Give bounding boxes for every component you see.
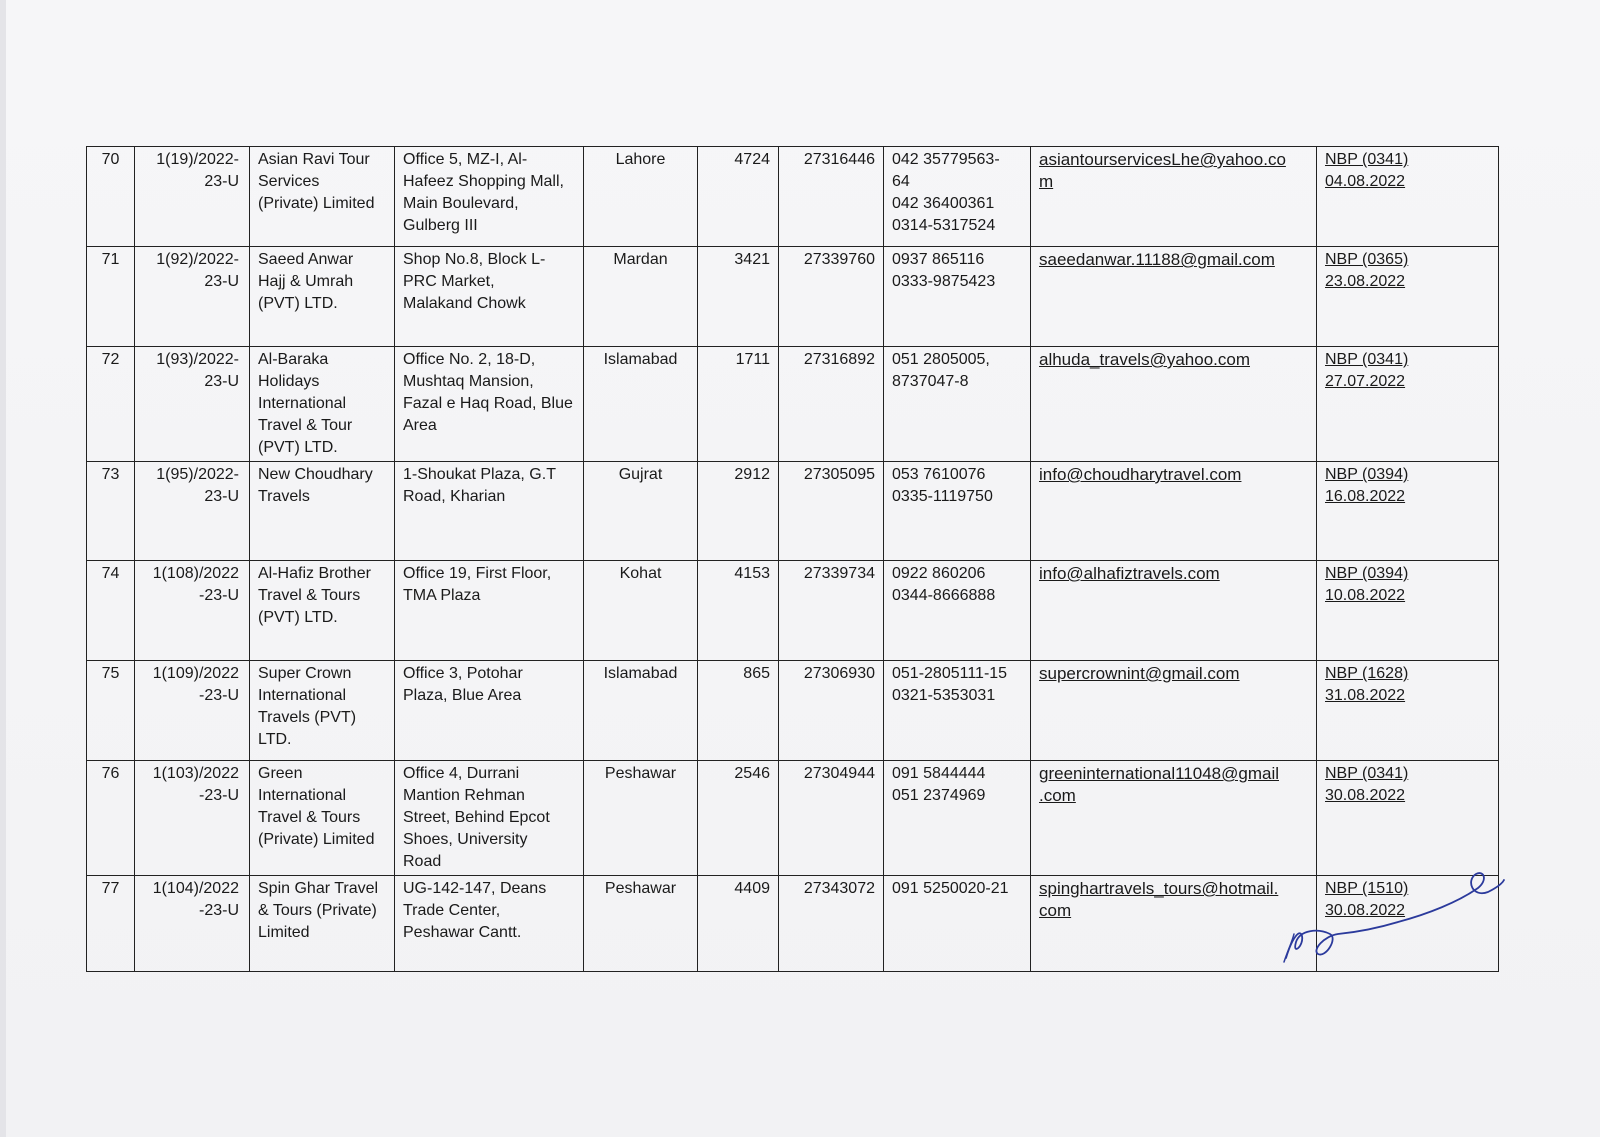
ntn-text: 27316892: [803, 351, 875, 368]
agency-name-text: (PVT) LTD.: [258, 439, 338, 456]
license-number-cell: [698, 247, 779, 347]
email-text: info@alhafiztravels.com: [1039, 564, 1220, 583]
email-text: spinghartravels_tours@hotmail.: [1039, 879, 1279, 898]
license-number-text: 3421: [734, 251, 770, 268]
license-number-cell: [698, 761, 779, 876]
agency-name-text: Spin Ghar Travel: [258, 880, 379, 897]
license-number-cell: [698, 347, 779, 462]
phone-text: 64: [892, 173, 910, 190]
ntn-cell: [779, 761, 884, 876]
phone-text: 051 2805005,: [892, 351, 990, 368]
email-cell: [1031, 561, 1317, 661]
file-number-text: 1(104)/2022: [152, 880, 239, 897]
email-text: asiantourservicesLhe@yahoo.co: [1039, 150, 1286, 169]
bank-deposit-text: NBP (0365): [1325, 251, 1409, 268]
bank-deposit-cell: [1317, 347, 1499, 462]
phone-cell: [884, 247, 1031, 347]
bank-deposit-text: 23.08.2022: [1325, 273, 1406, 290]
phone-text: 0922 860206: [892, 565, 986, 582]
phone-text: 053 7610076: [892, 466, 986, 483]
agency-name-text: International: [258, 687, 347, 704]
email-text: .com: [1039, 786, 1076, 805]
phone-cell: [884, 876, 1031, 972]
phone-cell: [884, 347, 1031, 462]
file-number-text: 1(92)/2022-: [156, 251, 239, 268]
address-cell: [395, 147, 584, 247]
license-number-cell: [698, 561, 779, 661]
bank-deposit-cell: [1317, 462, 1499, 561]
email-text: m: [1039, 172, 1054, 191]
table-row: [87, 561, 1499, 661]
bank-deposit-text: 30.08.2022: [1325, 787, 1406, 804]
agency-name-text: Travel & Tour: [258, 417, 353, 434]
bank-deposit-text: 27.07.2022: [1325, 373, 1406, 390]
city-text: Gujrat: [618, 466, 663, 483]
phone-text: 0937 865116: [892, 251, 985, 268]
table-body: [87, 147, 1499, 972]
serial-number-text: 73: [101, 466, 120, 483]
address-text: Road: [403, 853, 442, 870]
address-cell: [395, 462, 584, 561]
agency-name-text: Travels: [258, 488, 310, 505]
bank-deposit-cell: [1317, 661, 1499, 761]
phone-text: 091 5844444: [892, 765, 986, 782]
email-cell: [1031, 462, 1317, 561]
file-number-text: 1(93)/2022-: [156, 351, 239, 368]
bank-deposit-cell: [1317, 247, 1499, 347]
agency-name-text: International: [258, 395, 347, 412]
license-number-text: 2546: [734, 765, 770, 782]
agency-name-text: (Private) Limited: [258, 831, 375, 848]
license-number-text: 1711: [735, 351, 770, 368]
city-text: Mardan: [613, 251, 668, 268]
bank-deposit-text: 04.08.2022: [1325, 173, 1406, 190]
agency-name-text: International: [258, 787, 347, 804]
file-number-text: 23-U: [204, 273, 239, 290]
agency-name-text: Hajj & Umrah: [258, 273, 354, 290]
address-text: Fazal e Haq Road, Blue: [403, 395, 573, 412]
file-number-cell: [135, 247, 250, 347]
serial-number-text: 77: [101, 880, 120, 897]
agency-name-text: (Private) Limited: [258, 195, 375, 212]
file-number-text: 23-U: [204, 373, 239, 390]
agency-name-text: Super Crown: [258, 665, 352, 682]
address-text: Shoes, University: [403, 831, 528, 848]
city-cell: [584, 876, 698, 972]
file-number-cell: [135, 147, 250, 247]
address-text: Mantion Rehman: [403, 787, 525, 804]
address-cell: [395, 347, 584, 462]
file-number-cell: [135, 561, 250, 661]
phone-cell: [884, 761, 1031, 876]
bank-deposit-text: NBP (0394): [1325, 565, 1409, 582]
agency-name-cell: [250, 147, 395, 247]
email-cell: [1031, 761, 1317, 876]
ntn-cell: [779, 347, 884, 462]
agency-name-cell: [250, 247, 395, 347]
ntn-text: 27306930: [803, 665, 875, 682]
address-text: Plaza, Blue Area: [403, 687, 522, 704]
file-number-text: 23-U: [204, 488, 239, 505]
file-number-text: -23-U: [198, 902, 239, 919]
agency-name-text: New Choudhary: [258, 466, 373, 483]
license-number-text: 4724: [734, 151, 770, 168]
ntn-text: 27339760: [803, 251, 875, 268]
phone-text: 0314-5317524: [892, 217, 996, 234]
phone-text: 091 5250020-21: [892, 880, 1009, 897]
email-text: alhuda_travels@yahoo.com: [1039, 350, 1250, 369]
license-number-cell: [698, 462, 779, 561]
table-row: [87, 347, 1499, 462]
email-cell: [1031, 347, 1317, 462]
phone-text: 0335-1119750: [892, 488, 993, 505]
address-text: Road, Kharian: [403, 488, 506, 505]
email-cell: [1031, 876, 1317, 972]
city-text: Peshawar: [604, 880, 677, 897]
file-number-cell: [135, 661, 250, 761]
email-text: com: [1039, 901, 1072, 920]
bank-deposit-cell: [1317, 561, 1499, 661]
city-text: Islamabad: [603, 351, 678, 368]
ntn-cell: [779, 462, 884, 561]
agency-name-text: Holidays: [258, 373, 320, 390]
bank-deposit-text: NBP (0394): [1325, 466, 1409, 483]
email-text: info@choudharytravel.com: [1039, 465, 1242, 484]
table-row: [87, 661, 1499, 761]
agency-name-cell: [250, 561, 395, 661]
table-row: [87, 147, 1499, 247]
agency-name-text: Travels (PVT): [258, 709, 357, 726]
city-text: Islamabad: [603, 665, 678, 682]
address-text: Office No. 2, 18-D,: [403, 351, 536, 368]
bank-deposit-text: NBP (0341): [1325, 351, 1409, 368]
ntn-text: 27339734: [803, 565, 875, 582]
address-text: Area: [403, 417, 437, 434]
ntn-text: 27305095: [803, 466, 875, 483]
bank-deposit-text: NBP (0341): [1325, 765, 1409, 782]
license-number-text: 2912: [734, 466, 770, 483]
phone-cell: [884, 661, 1031, 761]
address-text: Mushtaq Mansion,: [403, 373, 534, 390]
phone-text: 8737047-8: [892, 373, 969, 390]
serial-number-cell: [87, 876, 135, 972]
city-cell: [584, 247, 698, 347]
phone-text: 0333-9875423: [892, 273, 996, 290]
address-text: Peshawar Cantt.: [403, 924, 522, 941]
serial-number-cell: [87, 462, 135, 561]
address-text: Street, Behind Epcot: [403, 809, 550, 826]
phone-cell: [884, 147, 1031, 247]
file-number-text: 1(103)/2022: [152, 765, 239, 782]
license-number-cell: [698, 147, 779, 247]
address-text: UG-142-147, Deans: [403, 880, 547, 897]
agency-name-text: Saeed Anwar: [258, 251, 354, 268]
phone-cell: [884, 462, 1031, 561]
file-number-cell: [135, 876, 250, 972]
city-cell: [584, 561, 698, 661]
serial-number-cell: [87, 147, 135, 247]
file-number-cell: [135, 462, 250, 561]
ntn-text: 27343072: [803, 880, 875, 897]
address-text: Shop No.8, Block L-: [403, 251, 546, 268]
address-text: TMA Plaza: [403, 587, 481, 604]
address-text: Malakand Chowk: [403, 295, 526, 312]
agency-name-text: & Tours (Private): [258, 902, 377, 919]
agency-name-cell: [250, 876, 395, 972]
license-number-cell: [698, 661, 779, 761]
table-row: [87, 247, 1499, 347]
serial-number-text: 70: [101, 151, 120, 168]
address-text: Office 4, Durrani: [403, 765, 520, 782]
phone-text: 042 36400361: [892, 195, 995, 212]
email-text: saeedanwar.11188@gmail.com: [1039, 250, 1275, 269]
file-number-text: -23-U: [198, 587, 239, 604]
phone-text: 0321-5353031: [892, 687, 996, 704]
serial-number-text: 75: [101, 665, 120, 682]
agency-name-cell: [250, 347, 395, 462]
agency-name-text: Green: [258, 765, 303, 782]
city-cell: [584, 147, 698, 247]
email-text: supercrownint@gmail.com: [1039, 664, 1240, 683]
serial-number-text: 72: [101, 351, 120, 368]
bank-deposit-text: 31.08.2022: [1325, 687, 1406, 704]
ntn-text: 27304944: [803, 765, 875, 782]
table-row: [87, 462, 1499, 561]
agency-name-cell: [250, 661, 395, 761]
file-number-cell: [135, 347, 250, 462]
ntn-cell: [779, 661, 884, 761]
address-text: 1-Shoukat Plaza, G.T: [403, 466, 556, 483]
address-cell: [395, 561, 584, 661]
agency-name-text: (PVT) LTD.: [258, 295, 338, 312]
phone-cell: [884, 561, 1031, 661]
ntn-cell: [779, 561, 884, 661]
page-edge-shadow: [0, 0, 6, 1137]
agency-name-cell: [250, 462, 395, 561]
city-cell: [584, 661, 698, 761]
ntn-cell: [779, 876, 884, 972]
agency-name-text: LTD.: [258, 731, 292, 748]
bank-deposit-cell: [1317, 147, 1499, 247]
email-text: greeninternational11048@gmail: [1039, 764, 1279, 783]
bank-deposit-text: 10.08.2022: [1325, 587, 1406, 604]
license-number-text: 865: [743, 665, 770, 682]
file-number-text: 1(109)/2022: [152, 665, 239, 682]
agency-name-text: (PVT) LTD.: [258, 609, 338, 626]
city-cell: [584, 347, 698, 462]
address-text: Office 5, MZ-I, Al-: [403, 151, 528, 168]
agency-name-text: Services: [258, 173, 320, 190]
address-text: Office 3, Potohar: [403, 665, 523, 682]
serial-number-cell: [87, 347, 135, 462]
address-text: Office 19, First Floor,: [403, 565, 552, 582]
handwritten-signature-icon: [1278, 858, 1508, 968]
serial-number-text: 74: [101, 565, 120, 582]
file-number-text: 1(95)/2022-: [156, 466, 239, 483]
serial-number-cell: [87, 247, 135, 347]
city-text: Kohat: [619, 565, 662, 582]
file-number-text: 23-U: [204, 173, 239, 190]
file-number-text: 1(19)/2022-: [156, 151, 239, 168]
address-cell: [395, 247, 584, 347]
serial-number-text: 76: [101, 765, 120, 782]
address-cell: [395, 761, 584, 876]
bank-deposit-text: NBP (1510): [1325, 880, 1409, 897]
agency-name-text: Travel & Tours: [258, 809, 361, 826]
agency-name-text: Travel & Tours: [258, 587, 361, 604]
agency-name-cell: [250, 761, 395, 876]
license-number-text: 4409: [734, 880, 770, 897]
agency-name-text: Al-Hafiz Brother: [258, 565, 371, 582]
email-cell: [1031, 661, 1317, 761]
bank-deposit-text: 16.08.2022: [1325, 488, 1406, 505]
file-number-cell: [135, 761, 250, 876]
city-cell: [584, 761, 698, 876]
ntn-cell: [779, 247, 884, 347]
license-number-text: 4153: [734, 565, 770, 582]
agency-name-text: Asian Ravi Tour: [258, 151, 370, 168]
serial-number-text: 71: [101, 251, 120, 268]
bank-deposit-text: 30.08.2022: [1325, 902, 1406, 919]
address-text: Hafeez Shopping Mall,: [403, 173, 564, 190]
bank-deposit-text: NBP (0341): [1325, 151, 1409, 168]
agency-name-text: Al-Baraka: [258, 351, 329, 368]
ntn-text: 27316446: [803, 151, 875, 168]
email-cell: [1031, 247, 1317, 347]
serial-number-cell: [87, 661, 135, 761]
phone-text: 051 2374969: [892, 787, 986, 804]
city-cell: [584, 462, 698, 561]
phone-text: 042 35779563-: [892, 151, 1000, 168]
agency-name-text: Limited: [258, 924, 310, 941]
file-number-text: 1(108)/2022: [152, 565, 239, 582]
address-cell: [395, 876, 584, 972]
phone-text: 051-2805111-15: [892, 665, 1008, 682]
phone-text: 0344-8666888: [892, 587, 996, 604]
city-text: Peshawar: [604, 765, 677, 782]
agencies-table: [86, 146, 1499, 972]
file-number-text: -23-U: [198, 787, 239, 804]
city-text: Lahore: [615, 151, 666, 168]
serial-number-cell: [87, 761, 135, 876]
address-text: PRC Market,: [403, 273, 495, 290]
bank-deposit-text: NBP (1628): [1325, 665, 1409, 682]
address-text: Gulberg III: [403, 217, 478, 234]
email-cell: [1031, 147, 1317, 247]
ntn-cell: [779, 147, 884, 247]
license-number-cell: [698, 876, 779, 972]
file-number-text: -23-U: [198, 687, 239, 704]
serial-number-cell: [87, 561, 135, 661]
address-text: Trade Center,: [403, 902, 501, 919]
address-cell: [395, 661, 584, 761]
address-text: Main Boulevard,: [403, 195, 519, 212]
